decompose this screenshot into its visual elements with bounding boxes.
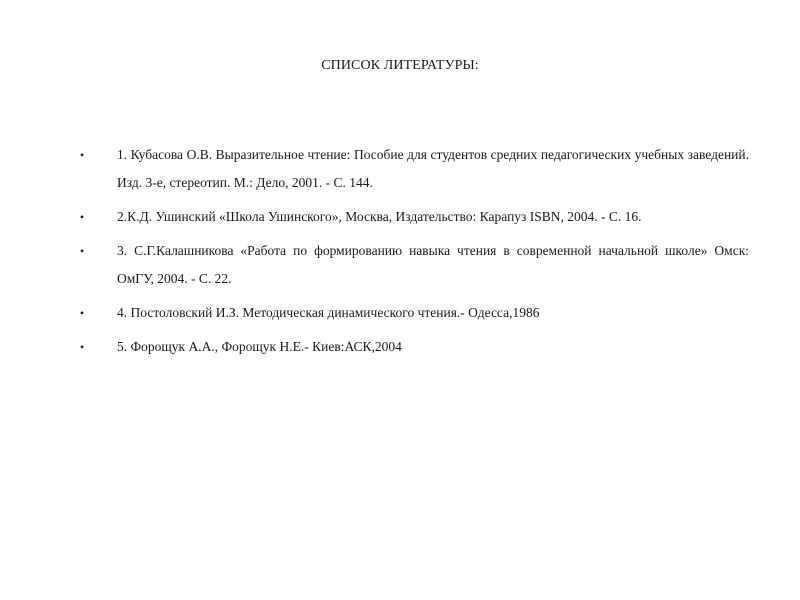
reference-list [0,141,800,367]
reference-item [0,141,800,197]
reference-item [0,237,800,293]
bullet-icon: • [79,244,85,258]
reference-text: 4. Постоловский И.З. Методическая динамического чтения.- Одесса,1986 [117,305,540,320]
reference-item [0,333,800,361]
reference-text: 1. Кубасова О.В. Выразительное чтение: Пособие для студентов средних педагогических учебных заведений. Изд. 3-е, стереотип. М.: Дело, 2001. - С. 144. [117,147,749,190]
reference-text: 2.К.Д. Ушинский «Школа Ушинского», Москва, Издательство: Карапуз ISBN, 2004. - С. 16. [117,209,642,224]
reference-item [0,299,800,327]
reference-item [0,203,800,231]
bullet-icon: • [79,306,85,320]
reference-text: 3. С.Г.Калашникова «Работа по формированию навыка чтения в современной начальной школе» Омск: ОмГУ, 2004. - С. 22. [117,243,749,286]
reference-text: 5. Форощук А.А., Форощук Н.Е.- Киев:АСК,2004 [117,339,402,354]
bullet-icon: • [79,148,85,162]
bullet-icon: • [79,340,85,354]
bullet-icon: • [79,210,85,224]
page-title: СПИСОК ЛИТЕРАТУРЫ: [321,58,479,73]
